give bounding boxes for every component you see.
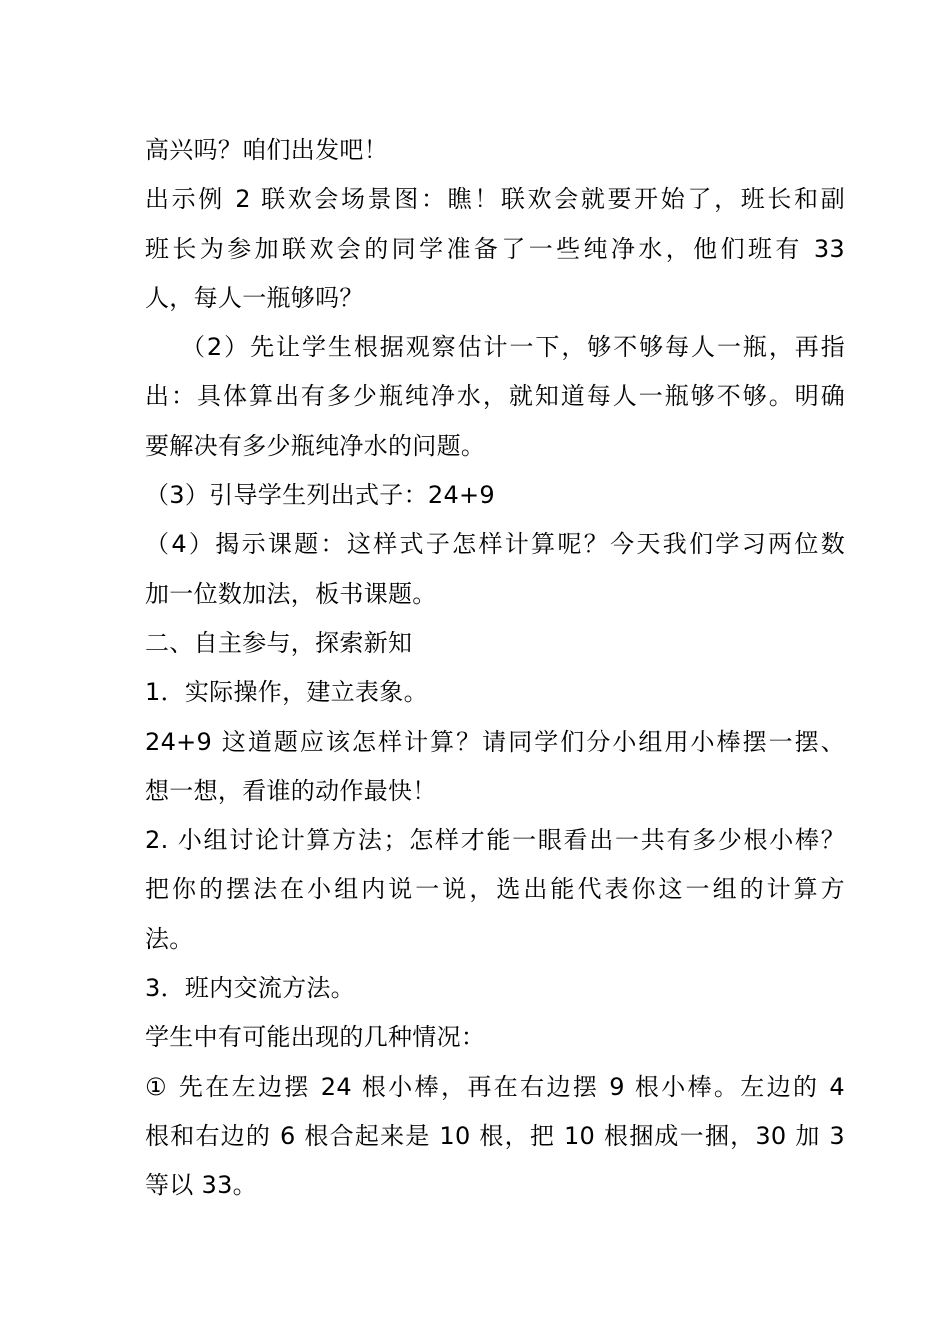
text-line: （2）先让学生根据观察估计一下，够不够每人一瓶，再指 bbox=[181, 333, 845, 362]
text-line: （3）引导学生列出式子：24+9 bbox=[145, 481, 495, 510]
text-line: ① 先在左边摆 24 根小棒，再在右边摆 9 根小棒。左边的 4 bbox=[145, 1072, 845, 1101]
text-line: 把你的摆法在小组内说一说，选出能代表你这一组的计算方 bbox=[145, 875, 845, 904]
text-line: 班长为参加联欢会的同学准备了一些纯净水，他们班有 33 bbox=[145, 234, 845, 263]
text-line: 法。 bbox=[145, 924, 194, 953]
text-line: 要解决有多少瓶纯净水的问题。 bbox=[145, 431, 486, 460]
text-line: 高兴吗？咱们出发吧！ bbox=[145, 136, 388, 164]
text-line: （4）揭示课题：这样式子怎样计算呢？今天我们学习两位数 bbox=[145, 530, 845, 559]
text-line: 等以 33。 bbox=[145, 1171, 257, 1200]
text-line: 人，每人一瓶够吗？ bbox=[145, 283, 364, 312]
text-line: 根和右边的 6 根合起来是 10 根，把 10 根捆成一捆，30 加 3 bbox=[145, 1121, 845, 1150]
text-line: 想一想，看谁的动作最快！ bbox=[145, 776, 437, 805]
text-line: 出示例 2 联欢会场景图：瞧！联欢会就要开始了，班长和副 bbox=[145, 185, 845, 214]
text-line: 2. 小组讨论计算方法；怎样才能一眼看出一共有多少根小棒？ bbox=[145, 826, 845, 855]
document-body bbox=[145, 126, 845, 1211]
text-line: 学生中有可能出现的几种情况： bbox=[145, 1023, 486, 1052]
text-line: 3．班内交流方法。 bbox=[145, 974, 355, 1003]
text-line: 24+9 这道题应该怎样计算？请同学们分小组用小棒摆一摆、 bbox=[145, 727, 845, 756]
text-line: 出：具体算出有多少瓶纯净水，就知道每人一瓶够不够。明确 bbox=[145, 382, 845, 411]
text-line: 1．实际操作，建立表象。 bbox=[145, 678, 428, 707]
text-line: 加一位数加法，板书课题。 bbox=[145, 579, 437, 608]
section-heading: 二、自主参与，探索新知 bbox=[145, 628, 413, 657]
